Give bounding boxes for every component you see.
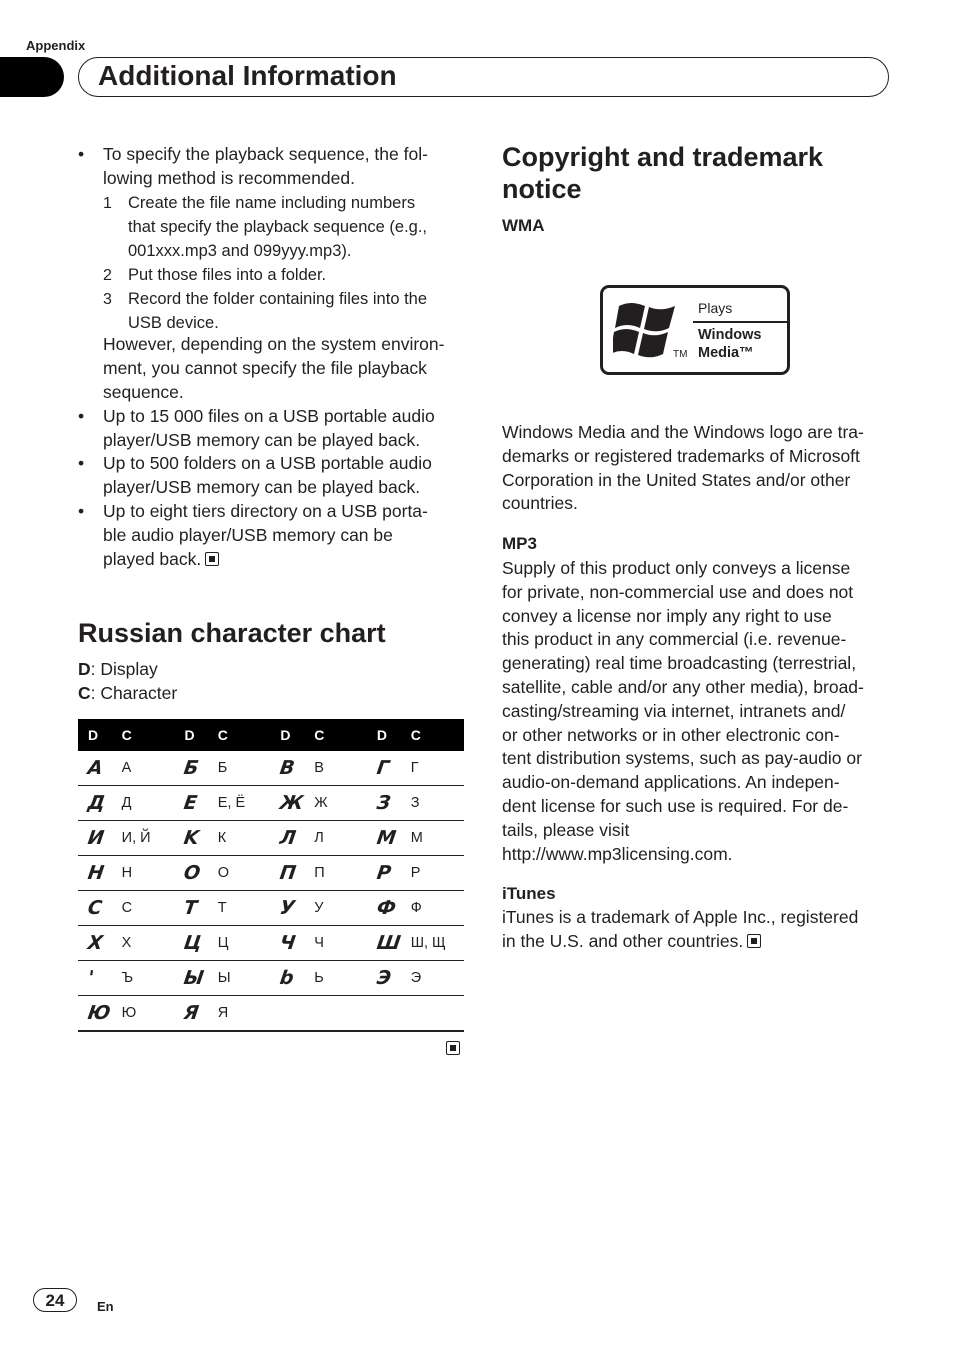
list-item [103,192,468,264]
display-glyph-cell [174,751,217,786]
display-glyph-cell [270,926,314,961]
character-cell: Ц [218,926,271,961]
wma-trademark-text: Windows Media and the Windows logo are tra- demarks or registered trademarks of Microsoft Corporation in the United States and/or other countries. [502,422,864,514]
display-glyph: A [86,757,104,779]
character-cell: Ж [314,786,367,821]
column-header: D [367,719,411,751]
display-glyph-cell [78,786,122,821]
display-glyph-cell [367,961,411,996]
step-number: 3 [103,291,112,308]
column-header: C [314,719,367,751]
display-glyph: P [375,862,392,884]
character-cell: З [411,786,464,821]
table-row [78,751,464,786]
legend-display [78,658,158,682]
character-cell: Т [218,891,271,926]
display-glyph-cell [174,856,217,891]
character-cell: Е, Ё [218,786,271,821]
display-glyph: Л [278,827,297,849]
character-cell: Х [122,926,175,961]
logo-plays-text: Plays [698,300,733,316]
display-glyph: Ч [278,932,297,954]
itunes-heading: iTunes [502,884,556,903]
character-cell: А [122,751,175,786]
display-glyph-cell [78,961,122,996]
display-glyph-cell [174,821,217,856]
display-glyph: Ю [86,1002,111,1024]
russian-chart-title: Russian character chart [78,618,386,648]
character-cell: Б [218,751,271,786]
list-item [103,288,468,336]
appendix-label: Appendix [26,38,86,53]
step-text: Create the file name including numbers that specify the playback sequence (e.g., 001xxx.mp3 and 099yyy.mp3). [128,194,428,260]
display-glyph: B [278,757,296,779]
legend-key: D [78,659,91,679]
display-glyph-cell [270,961,314,996]
column-header: D [174,719,217,751]
character-cell: О [218,856,271,891]
display-glyph: Ж [278,792,305,814]
table-row [78,891,464,926]
display-glyph-cell [78,856,122,891]
character-cell: М [411,821,464,856]
step-number: 1 [103,195,112,212]
display-glyph-cell [367,751,411,786]
bullet-files-limit: • Up to 15 000 files on a USB portable audio player/USB memory can be played back. [78,406,435,450]
character-cell [314,996,367,1032]
plays-windows-media-logo [600,285,790,375]
display-glyph-cell [270,996,314,1032]
character-cell: Д [122,786,175,821]
column-header: C [411,719,464,751]
display-glyph-cell [270,786,314,821]
logo-divider [693,321,787,323]
display-glyph: E [182,792,199,814]
table-header-row [78,719,464,751]
table-row [78,821,464,856]
end-of-section-icon [205,552,219,566]
bullet-playback-sequence: • To specify the playback sequence, the fol- lowing method is recommended. [78,144,428,188]
display-glyph: Г [375,757,390,779]
character-cell: П [314,856,367,891]
display-glyph: T [182,897,198,919]
column-header: C [122,719,175,751]
display-glyph: M [375,827,397,849]
step-text: Put those files into a folder. [128,266,327,284]
display-glyph-cell [78,891,122,926]
bullet-icon: • [78,406,85,426]
character-cell: Ю [122,996,175,1032]
display-glyph: C [86,897,103,919]
display-glyph-cell [367,891,411,926]
display-glyph: Д [86,792,106,814]
display-glyph: Ц [182,932,203,954]
display-glyph: H [86,862,105,884]
display-glyph: З [375,792,391,814]
table-row [78,856,464,891]
russian-character-table [78,719,464,1032]
column-header: D [270,719,314,751]
language-code: En [97,1299,114,1314]
character-cell: Ъ [122,961,175,996]
copyright-title: Copyright and trademark notice [502,142,824,204]
legend-value: : Character [90,683,178,703]
display-glyph: П [278,862,297,884]
character-cell: С [122,891,175,926]
chart-end-mark [446,1041,460,1059]
display-glyph-cell [174,926,217,961]
section-tab-marker [0,57,64,97]
end-of-section-icon [446,1041,460,1055]
display-glyph-cell [78,821,122,856]
character-cell: Ч [314,926,367,961]
wma-heading: WMA [502,216,545,235]
character-cell: Н [122,856,175,891]
mp3-licensing-url[interactable]: http://www.mp3licensing.com. [502,843,733,864]
display-glyph-cell [367,856,411,891]
display-glyph-cell [270,856,314,891]
logo-windows-text: Windows [698,327,762,343]
display-glyph: Ш [375,932,401,954]
display-glyph-cell [367,996,411,1032]
character-cell: Ф [411,891,464,926]
display-glyph: Ы [182,967,205,989]
column-header: C [218,719,271,751]
character-cell: Л [314,821,367,856]
display-glyph-cell [270,821,314,856]
page-number: 24 [33,1288,77,1312]
character-cell: К [218,821,271,856]
logo-tm-mark: TM [673,349,688,360]
table-row [78,961,464,996]
list-item [103,264,468,288]
display-glyph-cell [270,891,314,926]
display-glyph-cell [78,996,122,1032]
display-glyph: ' [86,967,95,989]
display-glyph: X [86,932,104,954]
end-of-section-icon [747,934,761,948]
character-cell: В [314,751,367,786]
display-glyph-cell [174,996,217,1032]
table-row [78,926,464,961]
display-glyph: b [278,967,295,989]
display-glyph: Ф [375,897,397,919]
display-glyph-cell [78,751,122,786]
step-text: Record the folder containing files into the USB device. [128,290,428,332]
mp3-license-text: Supply of this product only conveys a license for private, non-commercial use and does not convey a license nor imply any right to use this product in any commercial (i.e. revenue- generating) real time broadcasting (terrestrial, satellite, cable and/or any other media), broad- casting/streaming via internet, intranets and/ or other networks or in other electronic con- tent distribution systems, such as pay-audio or audio-on-demand applications. An indepen- dent license for such use is required. For de- tails, please visit http://www.mp3licensing.com. [502,558,864,864]
bullet-icon: • [78,501,85,521]
however-note: However, depending on the system environ- ment, you cannot specify the file playback sequence. [103,334,445,402]
character-cell: Ш, Щ [411,926,464,961]
mp3-heading: MP3 [502,534,537,553]
legend-value: : Display [90,659,158,679]
display-glyph-cell [270,751,314,786]
character-cell: У [314,891,367,926]
column-header: D [78,719,122,751]
display-glyph-cell [78,926,122,961]
legend-key: C [78,683,91,703]
display-glyph-cell [367,786,411,821]
character-cell: Ы [218,961,271,996]
display-glyph: И [86,827,105,849]
step-number: 2 [103,267,112,284]
display-glyph-cell [174,961,217,996]
character-cell: И, Й [122,821,175,856]
display-glyph: Я [182,1002,200,1024]
section-title: Additional Information [98,60,397,91]
bullet-icon: • [78,144,85,164]
display-glyph: Б [182,757,200,779]
table-row [78,786,464,821]
steps-list [103,192,468,336]
character-cell: Р [411,856,464,891]
logo-media-text: Media™ [698,345,754,361]
display-glyph: O [182,862,202,884]
display-glyph-cell [367,926,411,961]
display-glyph: K [182,827,200,849]
bullet-icon: • [78,453,85,473]
character-cell: Г [411,751,464,786]
bullet-tiers-limit: • Up to eight tiers directory on a USB porta- ble audio player/USB memory can be played back. [78,501,428,569]
character-cell: Я [218,996,271,1032]
display-glyph-cell [367,821,411,856]
bullet-folders-limit: • Up to 500 folders on a USB portable audio player/USB memory can be played back. [78,453,432,497]
itunes-trademark-text: iTunes is a trademark of Apple Inc., registered in the U.S. and other countries. [502,907,859,951]
character-cell: Э [411,961,464,996]
table-row [78,996,464,1032]
legend-character [78,682,177,706]
character-cell [411,996,464,1032]
display-glyph-cell [174,786,217,821]
display-glyph: Э [375,967,392,989]
display-glyph-cell [174,891,217,926]
display-glyph: У [278,897,296,919]
character-cell: Ь [314,961,367,996]
